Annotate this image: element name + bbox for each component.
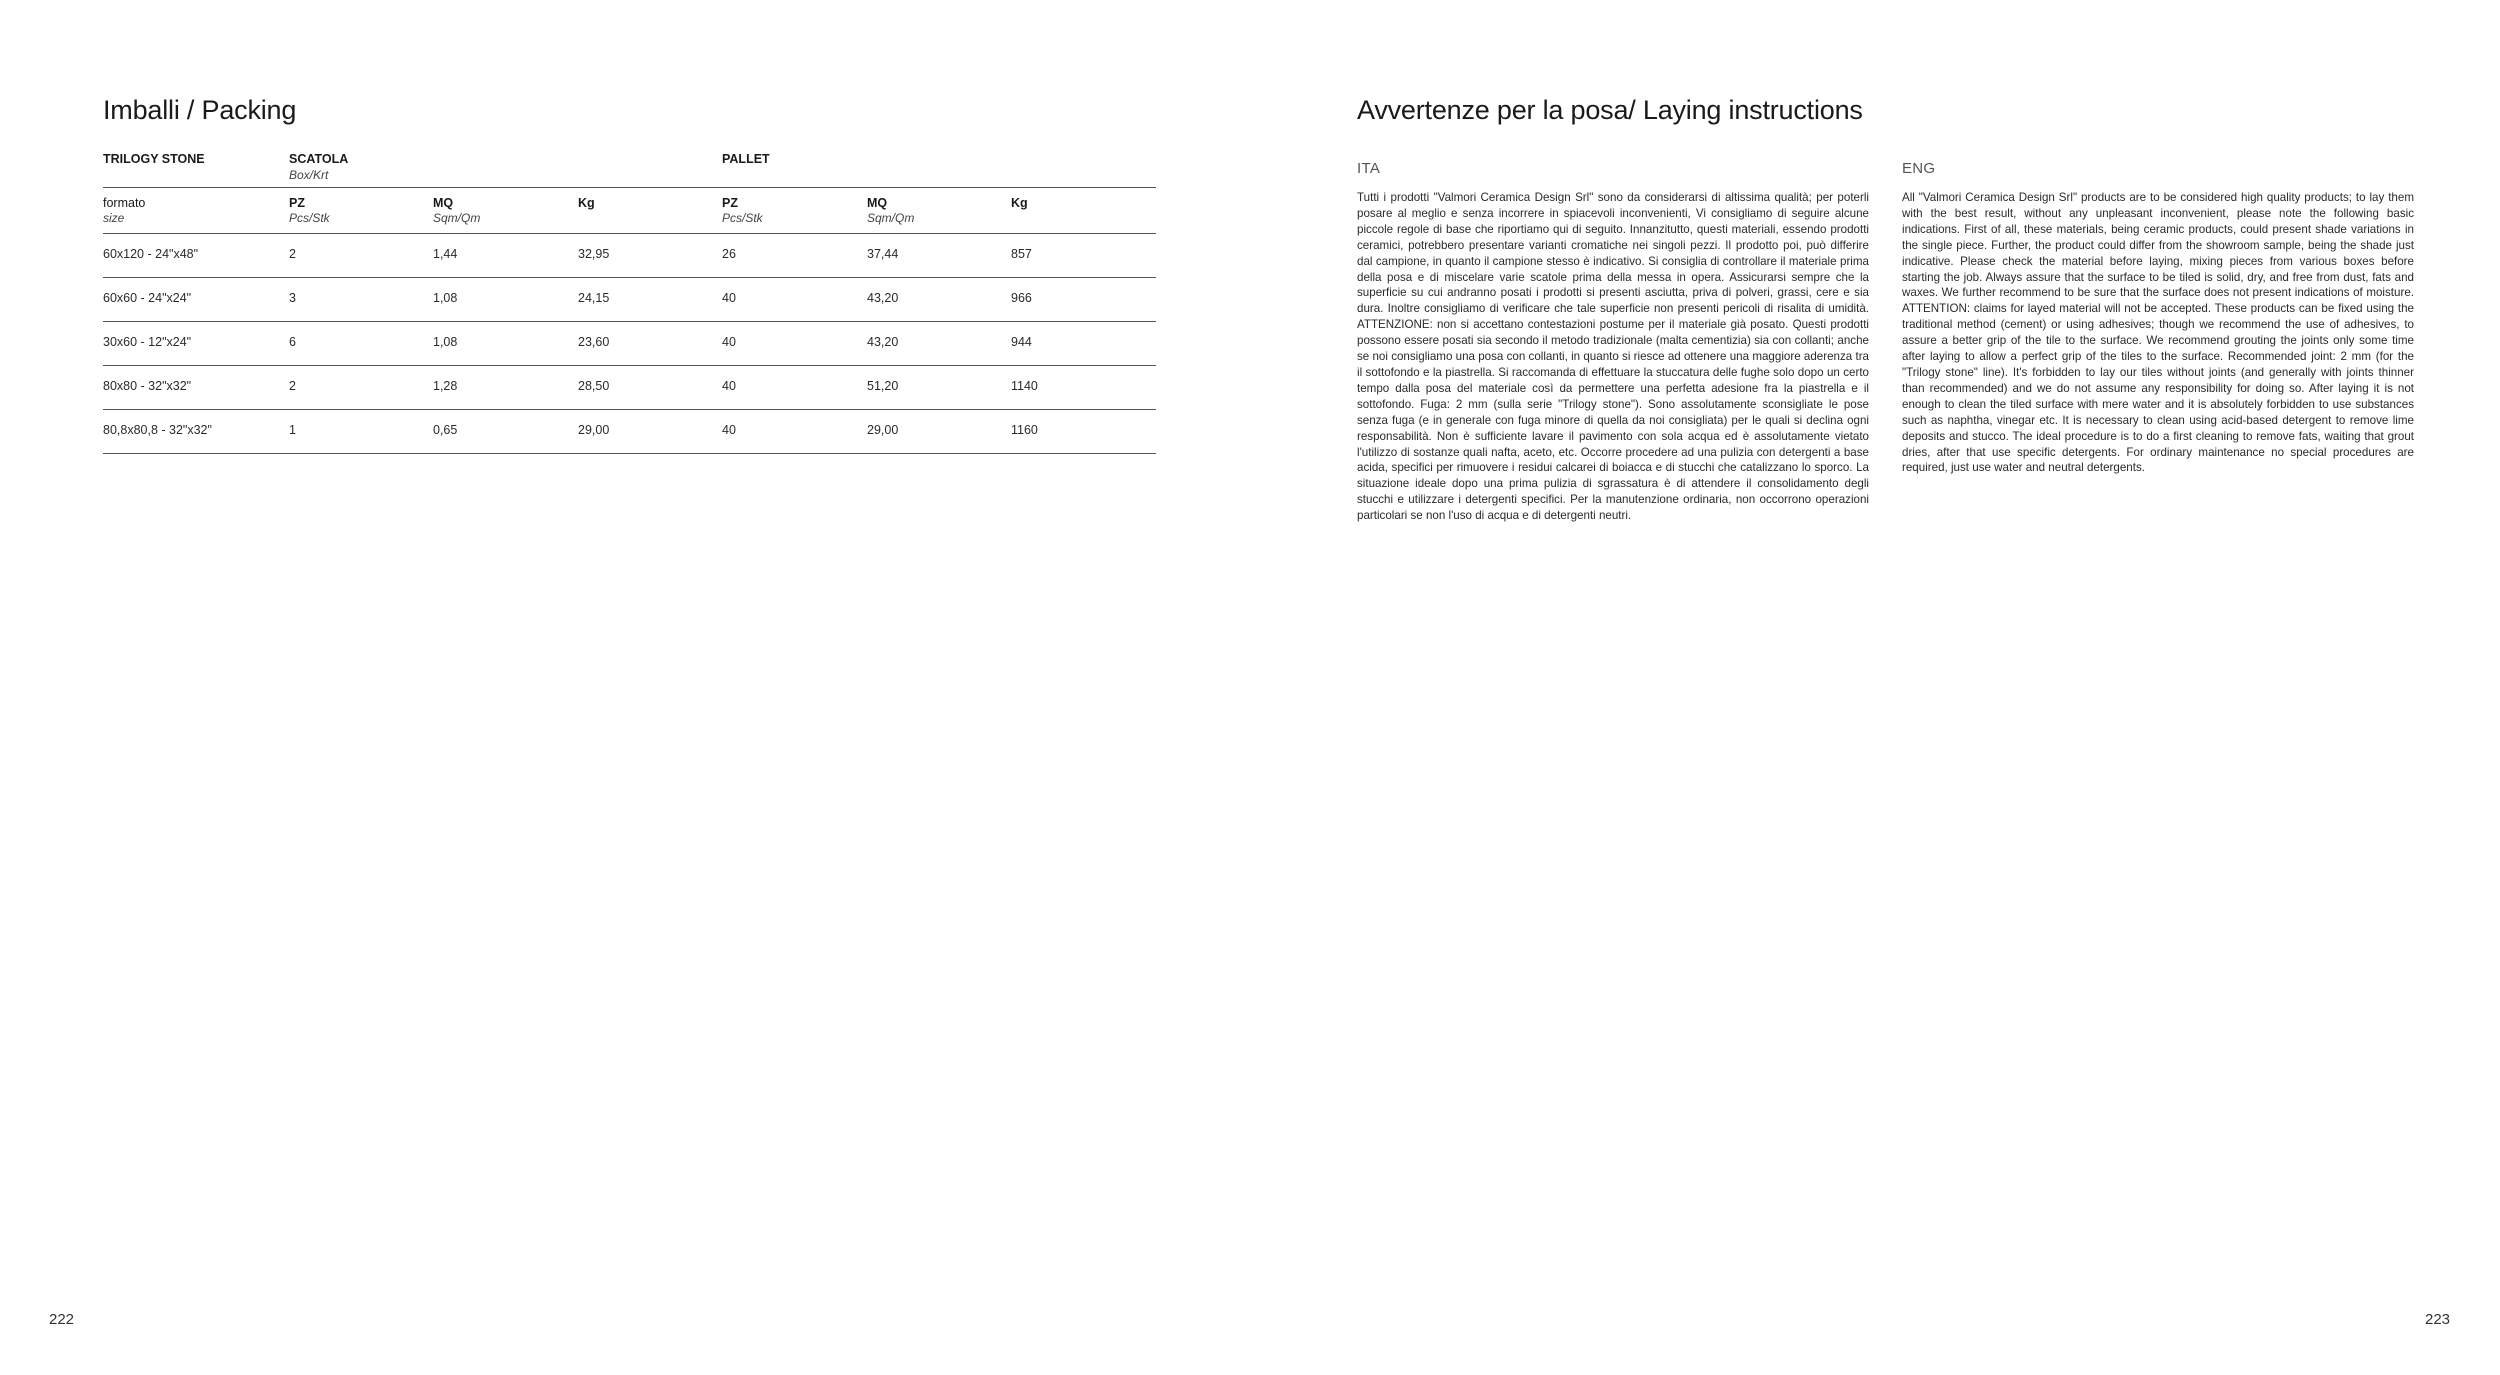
cell-pallet-sqm: 43,20 [867,335,899,349]
cell-size: 60x60 - 24"x24" [103,291,192,305]
cell-pallet-sqm: 29,00 [867,423,899,437]
header-size: formato [103,196,146,210]
cell-pallet-kg: 857 [1011,247,1032,261]
table-header-row [103,187,1156,234]
cell-size: 30x60 - 12"x24" [103,335,192,349]
cell-box-pcs: 2 [289,247,296,261]
page-number-left: 222 [49,1311,75,1328]
pallet-group-label: PALLET [722,152,770,166]
cell-box-sqm: 1,08 [433,291,458,305]
cell-size: 60x120 - 24"x48" [103,247,199,261]
header-box-sqm-sub: Sqm/Qm [433,211,481,225]
cell-box-pcs: 6 [289,335,296,349]
header-pallet-pcs-sub: Pcs/Stk [722,211,763,225]
cell-pallet-sqm: 37,44 [867,247,899,261]
cell-box-sqm: 1,28 [433,379,458,393]
cell-box-kg: 28,50 [578,379,610,393]
cell-pallet-pcs: 40 [722,291,736,305]
cell-box-kg: 32,95 [578,247,610,261]
header-box-sqm: MQ [433,196,454,210]
table-row [103,365,1156,410]
cell-pallet-pcs: 26 [722,247,736,261]
cell-pallet-kg: 944 [1011,335,1032,349]
cell-box-sqm: 0,65 [433,423,458,437]
table-row [103,409,1156,454]
cell-pallet-kg: 1160 [1011,423,1038,437]
cell-box-pcs: 3 [289,291,296,305]
laying-title: Avvertenze per la posa/ Laying instructions [1357,95,1863,125]
cell-pallet-sqm: 51,20 [867,379,899,393]
cell-pallet-sqm: 43,20 [867,291,899,305]
table-row [103,321,1156,366]
header-box-kg: Kg [578,196,595,210]
header-box-pcs-sub: Pcs/Stk [289,211,330,225]
eng-paragraph: All "Valmori Ceramica Design Srl" products are to be considered high quality products; to lay them with the best result, without any unpleasant inconvenient, please note the following basic indications. First of all, these materials, being ceramic products, could present shade variations in the single piece. Further, the product could differ from the showroom sample, being the shade just indicative. Please check the material before laying, mixing pieces from various boxes before starting the job. Always assure that the surface to be tiled is solid, dry, and free from dust, fats and waxes. We further recommend to be sure that the surface does not present indications of moisture. ATTENTION: claims for layed material will not be accepted. These products can be fixed using the traditional method (cement) or using adhesives; though we recommend the use of adhesives, to assure a better grip of the tile to the surface. We recommend grouting the joints only some time after laying to allow a perfect grip of the tiles to the surface. Recommended joint: 2 mm (for the "Trilogy stone" line). It's forbidden to lay our tiles without joints (and generally with joints thinner than recommended) and we do not assume any responsibility for doing so. After laying it is not enough to clean the tiled surface with mere water and it is absolutely forbidden to use substances such as naphtha, vinegar etc. It is necessary to clean using acid-based detergent to remove lime deposits and stucco. The ideal procedure is to do a first cleaning to remove fats, waiting that grout dries, after that use specific detergents. For ordinary maintenance no special procedures are required, just use water and neutral detergents. [1902,191,2414,475]
header-pallet-kg: Kg [1011,196,1028,210]
cell-box-pcs: 2 [289,379,296,393]
cell-box-pcs: 1 [289,423,296,437]
ita-label: ITA [1357,160,1381,177]
cell-pallet-kg: 966 [1011,291,1032,305]
cell-pallet-pcs: 40 [722,335,736,349]
page-number-right: 223 [2425,1311,2451,1328]
packing-title: Imballi / Packing [103,95,297,125]
table-row [103,233,1156,278]
cell-size: 80x80 - 32"x32" [103,379,192,393]
cell-box-kg: 24,15 [578,291,610,305]
header-size-sub: size [103,211,125,225]
cell-size: 80,8x80,8 - 32"x32" [103,423,212,437]
cell-pallet-kg: 1140 [1011,379,1038,393]
box-group-sub: Box/Krt [289,168,329,182]
series-label: TRILOGY STONE [103,152,205,166]
header-pallet-pcs: PZ [722,196,738,210]
cell-box-kg: 29,00 [578,423,610,437]
cell-pallet-pcs: 40 [722,379,736,393]
cell-box-sqm: 1,08 [433,335,458,349]
cell-box-kg: 23,60 [578,335,610,349]
cell-pallet-pcs: 40 [722,423,736,437]
cell-box-sqm: 1,44 [433,247,458,261]
box-group-label: SCATOLA [289,152,349,166]
header-pallet-sqm: MQ [867,196,888,210]
eng-label: ENG [1902,160,1936,177]
header-pallet-sqm-sub: Sqm/Qm [867,211,915,225]
ita-paragraph: Tutti i prodotti "Valmori Ceramica Design Srl" sono da considerarsi di altissima qualità; per poterli posare al meglio e senza incorrere in spiacevoli inconvenienti, Vi consigliamo di seguire alcune piccole regole di base che riportiamo qui di seguito. Innanzitutto, questi materiali, essendo prodotti ceramici, potrebbero presentare varianti cromatiche nei singoli pezzi. Il prodotto poi, può differire dal campione, in quanto il campione stesso è indicativo. Si consiglia di controllare il materiale prima della posa e di miscelare varie scatole prima della messa in opera. Assicurarsi sempre che la superficie su cui andranno posati i prodotti si presenti asciutta, priva di polveri, grassi, cere e sia dura. Inoltre consigliamo di verificare che tale superficie non presenti pericoli di risalita di umidità. ATTENZIONE: non si accettano contestazioni postume per il materiale già posato. Questi prodotti possono essere posati sia secondo il metodo tradizionale (malta cementizia) sia con collanti; anche se noi consigliamo una posa con collanti, in quanto si riesce ad ottenere una maggiore aderenza tra il sottofondo e la piastrella. Si raccomanda di effettuare la stuccatura delle fughe solo dopo un certo tempo dalla posa del materiale così da permettere una perfetta adesione fra la piastrella e il sottofondo. Fuga: 2 mm (sulla serie "Trilogy stone"). Sono assolutamente sconsigliate le pose senza fuga (e in generale con fuga minore di quella da noi consigliata) per le quali si declina ogni responsabilità. Non è sufficiente lavare il pavimento con sola acqua ed è assolutamente vietato l'utilizzo di sostanze quali nafta, aceto, etc. Occorre procedere ad una pulizia con detergenti a base acida, specifici per rimuovere i residui calcarei di boiacca e di stucchi che catalizzano lo sporco. La situazione ideale dopo una prima pulizia di sgrassatura è di attendere il consolidamento degli stucchi e utilizzare i detergenti specifici. Per la manutenzione ordinaria, non occorrono operazioni particolari se non l'uso di acqua e di detergenti neutri. [1357,191,1869,523]
table-row [103,277,1156,322]
header-box-pcs: PZ [289,196,305,210]
